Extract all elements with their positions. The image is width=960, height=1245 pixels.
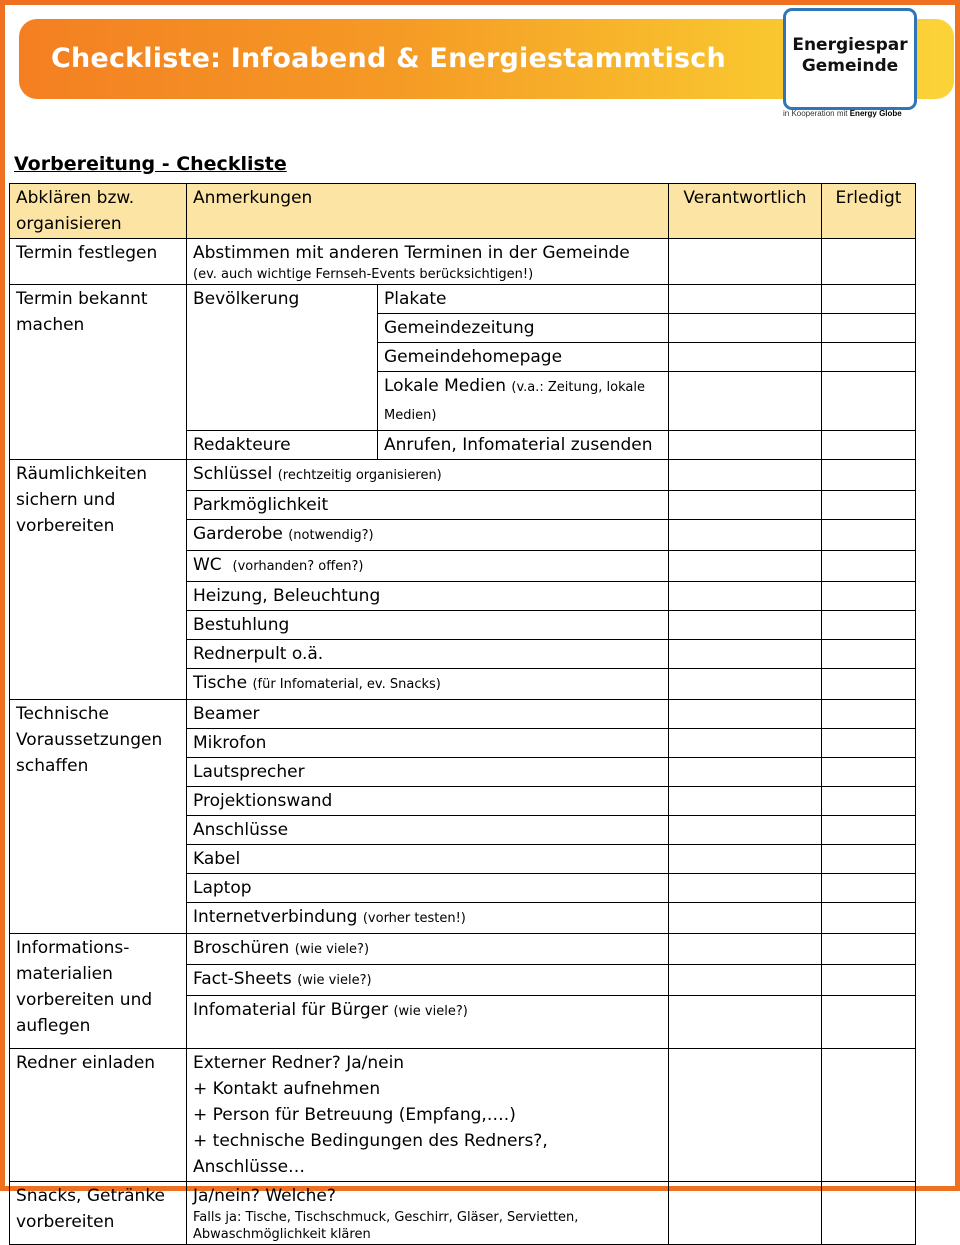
table-row xyxy=(10,934,916,965)
task-label: Snacks, Getränke vorbereiten xyxy=(10,1182,187,1245)
responsible-cell[interactable] xyxy=(669,903,822,934)
responsible-cell[interactable] xyxy=(669,965,822,996)
note-cell xyxy=(187,239,669,285)
done-cell[interactable] xyxy=(822,874,916,903)
done-cell[interactable] xyxy=(822,1182,916,1245)
header-done: Erledigt xyxy=(822,184,916,239)
responsible-cell[interactable] xyxy=(669,669,822,700)
done-cell[interactable] xyxy=(822,965,916,996)
note-text: Heizung, Beleuchtung xyxy=(193,586,381,606)
logo-tagline xyxy=(783,109,902,118)
responsible-cell[interactable] xyxy=(669,874,822,903)
note-detail: (v.a.: Zeitung, lokale Medien) xyxy=(384,380,645,423)
note-cell: Plakate xyxy=(378,285,669,314)
note-detail: (für Infomaterial, ev. Snacks) xyxy=(252,677,441,692)
note-cell: Anschlüsse xyxy=(187,816,669,845)
note-cell: Lautsprecher xyxy=(187,758,669,787)
note-cell: Beamer xyxy=(187,700,669,729)
responsible-cell[interactable] xyxy=(669,285,822,314)
table-row xyxy=(10,1049,916,1182)
done-cell[interactable] xyxy=(822,520,916,551)
note-detail: (notwendig?) xyxy=(288,528,374,543)
done-cell[interactable] xyxy=(822,285,916,314)
responsible-cell[interactable] xyxy=(669,934,822,965)
section-title: Vorbereitung - Checkliste xyxy=(14,153,287,175)
note-text: Parkmöglichkeit xyxy=(193,495,329,515)
note-cell xyxy=(187,640,669,669)
task-label: Termin festlegen xyxy=(10,239,187,285)
logo-line-1: Energiespar xyxy=(792,35,908,55)
note-cell xyxy=(187,669,669,700)
responsible-cell[interactable] xyxy=(669,431,822,460)
responsible-cell[interactable] xyxy=(669,239,822,285)
note-cell xyxy=(187,460,669,491)
responsible-cell[interactable] xyxy=(669,491,822,520)
note-cell xyxy=(187,903,669,934)
header-responsible: Verantwortlich xyxy=(669,184,822,239)
done-cell[interactable] xyxy=(822,729,916,758)
note-text: Abstimmen mit anderen Terminen in der Gemeinde xyxy=(193,243,630,263)
note-text: Tische xyxy=(193,673,248,693)
task-label: Termin bekannt machen xyxy=(10,285,187,460)
note-cell xyxy=(187,965,669,996)
responsible-cell[interactable] xyxy=(669,314,822,343)
note-detail: (vorhanden? offen?) xyxy=(232,559,364,574)
done-cell[interactable] xyxy=(822,996,916,1049)
note-detail: (ev. auch wichtige Fernseh-Events berücksichtigen!) xyxy=(193,267,534,282)
responsible-cell[interactable] xyxy=(669,611,822,640)
note-text: Fact-Sheets xyxy=(193,969,292,989)
responsible-cell[interactable] xyxy=(669,729,822,758)
task-label: Technische Voraussetzungen schaffen xyxy=(10,700,187,934)
note-text: WC xyxy=(193,555,222,575)
note-line: + technische Bedingungen des Redners?, Anschlüsse… xyxy=(193,1131,548,1177)
table-row xyxy=(10,700,916,729)
note-line: + Kontakt aufnehmen xyxy=(193,1079,381,1099)
note-text: Ja/nein? Welche? xyxy=(193,1186,336,1206)
note-text: Rednerpult o.ä. xyxy=(193,644,324,664)
note-detail: (vorher testen!) xyxy=(362,911,466,926)
note-text: Infomaterial für Bürger xyxy=(193,1000,389,1020)
note-detail: (rechtzeitig organisieren) xyxy=(277,468,442,483)
note-cell xyxy=(378,372,669,431)
note-cell xyxy=(187,520,669,551)
done-cell[interactable] xyxy=(822,845,916,874)
note-cell xyxy=(187,491,669,520)
note-cell: Gemeindehomepage xyxy=(378,343,669,372)
done-cell[interactable] xyxy=(822,372,916,431)
table-header-row xyxy=(10,184,916,239)
document-title: Checkliste: Infoabend & Energiestammtisch xyxy=(51,43,726,74)
note-detail: (wie viele?) xyxy=(393,1004,468,1019)
note-cell xyxy=(187,934,669,965)
note-cell: Projektionswand xyxy=(187,787,669,816)
responsible-cell[interactable] xyxy=(669,845,822,874)
note-line: Externer Redner? Ja/nein xyxy=(193,1053,405,1073)
note-cell xyxy=(187,611,669,640)
done-cell[interactable] xyxy=(822,491,916,520)
done-cell[interactable] xyxy=(822,582,916,611)
done-cell[interactable] xyxy=(822,314,916,343)
note-cell xyxy=(187,551,669,582)
table-row xyxy=(10,460,916,491)
note-cell xyxy=(187,1049,669,1182)
responsible-cell[interactable] xyxy=(669,520,822,551)
responsible-cell[interactable] xyxy=(669,996,822,1049)
note-text: Garderobe xyxy=(193,524,283,544)
note-cell: Bevölkerung xyxy=(187,285,378,431)
done-cell[interactable] xyxy=(822,816,916,845)
note-cell: Laptop xyxy=(187,874,669,903)
note-detail: (wie viele?) xyxy=(294,942,370,957)
note-text: Bestuhlung xyxy=(193,615,290,635)
done-cell[interactable] xyxy=(822,460,916,491)
note-detail: Falls ja: Tische, Tischschmuck, Geschirr, Gläser, Servietten, Abwaschmöglichkeit klären xyxy=(193,1210,579,1242)
note-cell: Gemeindezeitung xyxy=(378,314,669,343)
note-cell: Redakteure xyxy=(187,431,378,460)
responsible-cell[interactable] xyxy=(669,1182,822,1245)
responsible-cell[interactable] xyxy=(669,582,822,611)
note-cell xyxy=(187,996,669,1049)
responsible-cell[interactable] xyxy=(669,787,822,816)
done-cell[interactable] xyxy=(822,611,916,640)
done-cell[interactable] xyxy=(822,551,916,582)
done-cell[interactable] xyxy=(822,1049,916,1182)
note-cell: Mikrofon xyxy=(187,729,669,758)
tagline-prefix: in Kooperation mit xyxy=(783,109,848,118)
responsible-cell[interactable] xyxy=(669,343,822,372)
table-row xyxy=(10,285,916,314)
note-line: + Person für Betreuung (Empfang,….) xyxy=(193,1105,516,1125)
tagline-brand: Energy Globe xyxy=(849,109,902,118)
table-row xyxy=(10,239,916,285)
done-cell[interactable] xyxy=(822,640,916,669)
responsible-cell[interactable] xyxy=(669,1049,822,1182)
responsible-cell[interactable] xyxy=(669,816,822,845)
note-text: Broschüren xyxy=(193,938,290,958)
header-notes: Anmerkungen xyxy=(187,184,669,239)
note-text: Internetverbindung xyxy=(193,907,358,927)
responsible-cell[interactable] xyxy=(669,758,822,787)
energiespar-gemeinde-logo xyxy=(783,8,917,110)
note-text: Schlüssel xyxy=(193,464,273,484)
note-cell xyxy=(187,1182,669,1245)
done-cell[interactable] xyxy=(822,239,916,285)
note-text: Lokale Medien xyxy=(384,376,506,396)
note-detail: (wie viele?) xyxy=(297,973,372,988)
note-cell: Anrufen, Infomaterial zusenden xyxy=(378,431,669,460)
done-cell[interactable] xyxy=(822,903,916,934)
responsible-cell[interactable] xyxy=(669,700,822,729)
task-label: Redner einladen xyxy=(10,1049,187,1182)
task-label: Räumlichkeiten sichern und vorbereiten xyxy=(10,460,187,700)
note-cell xyxy=(187,582,669,611)
done-cell[interactable] xyxy=(822,343,916,372)
responsible-cell[interactable] xyxy=(669,640,822,669)
responsible-cell[interactable] xyxy=(669,372,822,431)
checklist-table xyxy=(9,183,916,1245)
task-label: Informations-materialien vorbereiten und auflegen xyxy=(10,934,187,1049)
done-cell[interactable] xyxy=(822,700,916,729)
done-cell[interactable] xyxy=(822,758,916,787)
done-cell[interactable] xyxy=(822,431,916,460)
note-cell: Kabel xyxy=(187,845,669,874)
responsible-cell[interactable] xyxy=(669,551,822,582)
header-task: Abklären bzw. organisieren xyxy=(10,184,187,239)
done-cell[interactable] xyxy=(822,934,916,965)
logo-line-2: Gemeinde xyxy=(801,56,899,76)
done-cell[interactable] xyxy=(822,787,916,816)
responsible-cell[interactable] xyxy=(669,460,822,491)
table-row xyxy=(10,1182,916,1245)
done-cell[interactable] xyxy=(822,669,916,700)
